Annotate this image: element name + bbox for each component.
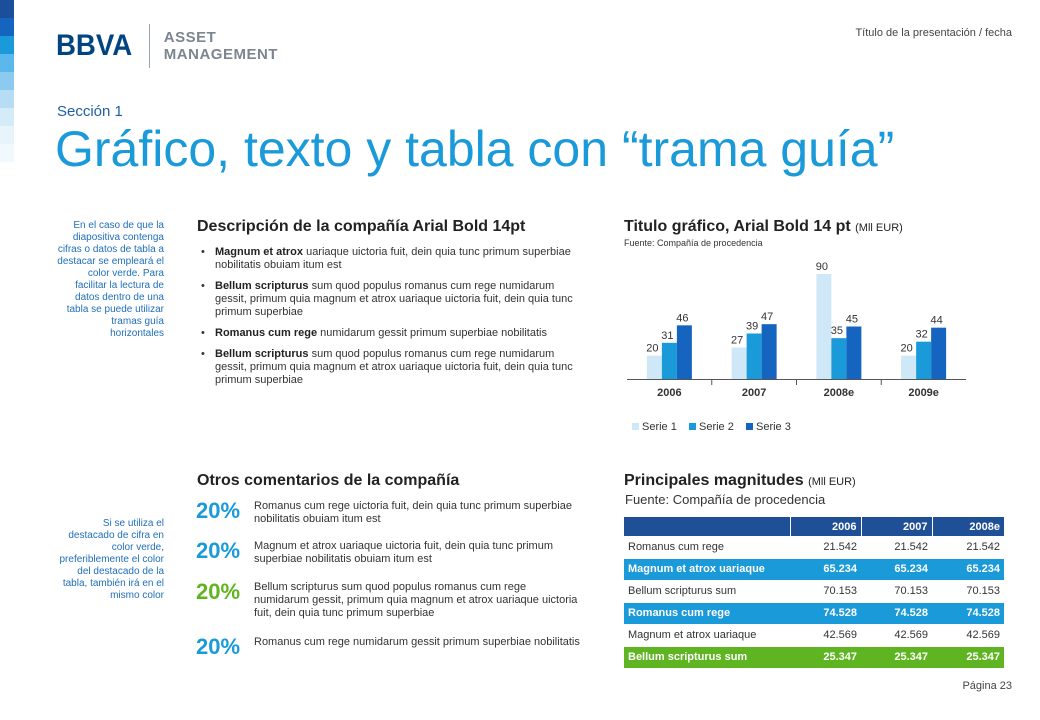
color-strip	[0, 0, 14, 162]
strip-block	[0, 72, 14, 90]
logo-asset-management	[164, 29, 278, 63]
table-header-cell: 2006	[790, 517, 861, 536]
data-label: 20	[900, 342, 913, 355]
bullet-item	[198, 280, 578, 319]
strip-block	[0, 90, 14, 108]
table-cell: 25.347	[790, 646, 861, 668]
bullet-text: sum quod populus romanus cum rege numidarum gessit, primum quia magnum et atrox uariaque uictoria fuit, dein quia tunc primum superbiae	[215, 348, 573, 386]
chart-title: Titulo gráfico, Arial Bold 14 pt	[624, 218, 851, 235]
table-cell: 42.569	[861, 624, 932, 646]
bullet-bold: Bellum scripturus	[215, 348, 309, 360]
table-row-label: Romanus cum rege	[624, 536, 790, 558]
table-header-cell	[624, 517, 790, 536]
legend-label: Serie 2	[699, 421, 734, 433]
logo-sub-2: MANAGEMENT	[163, 46, 278, 63]
table-row-label: Romanus cum rege	[624, 602, 790, 624]
table-row	[624, 580, 1004, 602]
bullet-item	[198, 246, 578, 272]
legend-label: Serie 3	[756, 421, 791, 433]
strip-block	[0, 54, 14, 72]
chart-heading	[624, 218, 903, 236]
table-cell: 65.234	[790, 558, 861, 580]
comment-text: Bellum scripturus sum quod populus romanus cum rege numidarum gessit, primum quia magnum et atrox uariaque uictoria fuit, dein quia tunc primum superbiae	[254, 581, 578, 619]
logo-bbva-text: BBVA	[56, 29, 133, 62]
chart-unit: (Mll EUR)	[855, 222, 903, 234]
table-cell: 70.153	[790, 580, 861, 602]
x-tick-label: 2007	[741, 387, 767, 399]
bar-serie-2	[916, 342, 931, 379]
table-row-highlight	[624, 646, 1004, 668]
table-cell: 21.542	[861, 536, 932, 558]
data-label: 90	[815, 261, 828, 273]
bar-serie-3	[846, 327, 861, 380]
logo-separator	[149, 24, 150, 68]
table-cell: 65.234	[861, 558, 932, 580]
legend-swatch	[632, 423, 639, 430]
table-cell: 21.542	[790, 536, 861, 558]
bar-serie-2	[747, 334, 762, 380]
description-heading: Descripción de la compañía Arial Bold 14pt	[197, 218, 526, 235]
x-tick-label: 2009e	[908, 387, 939, 399]
data-label: 47	[761, 311, 774, 324]
table-cell: 42.569	[790, 624, 861, 646]
table-row	[624, 602, 1004, 624]
page-title: Gráfico, texto y tabla con “trama guía”	[55, 121, 895, 177]
bullet-text: sum quod populus romanus cum rege numidarum gessit, primum quia magnum et atrox uariaque uictoria fuit, dein quia tunc primum superbiae	[215, 280, 573, 318]
table-cell: 21.542	[932, 536, 1004, 558]
magnitudes-unit: (Mll EUR)	[808, 476, 856, 488]
chart-source: Fuente: Compañía de procedencia	[624, 238, 763, 248]
table-cell: 74.528	[932, 602, 1004, 624]
table-row	[624, 536, 1004, 558]
bullet-text: uariaque uictoria fuit, dein quia tunc primum superbiae nobilitatis obuiam itum est	[215, 246, 571, 271]
data-label: 39	[746, 320, 759, 333]
table-header-cell: 2007	[861, 517, 932, 536]
bbva-logo	[56, 24, 278, 68]
table-cell: 25.347	[861, 646, 932, 668]
table-row-label: Bellum scripturus sum	[624, 580, 790, 602]
table-row	[624, 558, 1004, 580]
bar-serie-3	[762, 324, 777, 379]
data-label: 35	[830, 325, 843, 338]
bullet-bold: Magnum et atrox	[215, 246, 304, 258]
table-row-label: Magnum et atrox uariaque	[624, 624, 790, 646]
magnitudes-source: Fuente: Compañía de procedencia	[625, 492, 826, 507]
data-label: 46	[676, 312, 689, 325]
bar-serie-1	[901, 356, 916, 379]
bar-serie-3	[677, 325, 692, 379]
data-label: 32	[915, 328, 928, 341]
logo-sub-1: ASSET	[163, 29, 217, 46]
magnitudes-title: Principales magnitudes	[624, 472, 804, 489]
comment-percent: 20%	[196, 498, 241, 523]
table-row-label: Magnum et atrox uariaque	[624, 558, 790, 580]
strip-block	[0, 36, 14, 54]
page-number: Página 23	[962, 680, 1012, 692]
comment-text: Romanus cum rege numidarum gessit primum superbiae nobilitatis	[254, 636, 580, 648]
bar-serie-2	[831, 338, 846, 379]
bar-chart	[624, 250, 1004, 440]
bar-serie-1	[647, 356, 662, 379]
comment-row	[196, 500, 586, 526]
strip-block	[0, 126, 14, 144]
data-label: 20	[646, 342, 659, 355]
comment-percent-highlight: 20%	[196, 579, 241, 604]
bar-serie-1	[816, 274, 831, 379]
comment-percent: 20%	[196, 538, 241, 563]
side-note-1: En el caso de que la diapositiva contenga cifras o datos de tabla a destacar se empleará el color verde. Para facilitar la lectura de datos dentro de una tabla se puede utilizar tramas guía horizontales	[57, 220, 164, 339]
strip-block	[0, 144, 14, 162]
table-cell: 70.153	[861, 580, 932, 602]
description-bullets	[198, 246, 578, 395]
table-header-cell: 2008e	[932, 517, 1004, 536]
table-cell: 74.528	[861, 602, 932, 624]
bullet-bold: Romanus cum rege	[215, 327, 318, 339]
strip-block	[0, 0, 14, 18]
magnitudes-table	[624, 517, 1004, 669]
table-cell: 65.234	[932, 558, 1004, 580]
magnitudes-heading	[624, 472, 856, 490]
table-cell: 42.569	[932, 624, 1004, 646]
comment-row	[196, 540, 586, 566]
comment-text: Magnum et atrox uariaque uictoria fuit, dein quia tunc primum superbiae nobilitatis obuiam itum est	[254, 540, 553, 565]
comment-row	[196, 581, 586, 620]
legend-label: Serie 1	[642, 421, 677, 433]
table-cell: 70.153	[932, 580, 1004, 602]
comment-text: Romanus cum rege uictoria fuit, dein quia tunc primum superbiae nobilitatis obuiam itum est	[254, 500, 572, 525]
bar-serie-2	[662, 343, 677, 379]
strip-block	[0, 18, 14, 36]
table-cell: 74.528	[790, 602, 861, 624]
bullet-item	[198, 348, 578, 387]
bullet-bold: Bellum scripturus	[215, 280, 309, 292]
bar-serie-3	[931, 328, 946, 379]
comment-percent: 20%	[196, 634, 241, 659]
legend-swatch	[689, 423, 696, 430]
data-label: 45	[845, 313, 858, 326]
table-cell: 25.347	[932, 646, 1004, 668]
table-row	[624, 624, 1004, 646]
table-header-row	[624, 517, 1004, 536]
legend-swatch	[746, 423, 753, 430]
data-label: 44	[930, 314, 943, 327]
comments-heading: Otros comentarios de la compañía	[197, 472, 460, 489]
bullet-item	[198, 327, 578, 340]
data-label: 27	[731, 334, 744, 347]
section-label: Sección 1	[57, 103, 123, 120]
x-tick-label: 2008e	[823, 387, 855, 399]
x-tick-label: 2006	[657, 387, 682, 399]
strip-block	[0, 108, 14, 126]
bullet-text: numidarum gessit primum superbiae nobilitatis	[317, 327, 547, 339]
table-row-label: Bellum scripturus sum	[624, 646, 790, 668]
data-label: 31	[661, 329, 674, 342]
comment-row	[196, 636, 586, 658]
presentation-title-date: Título de la presentación / fecha	[855, 27, 1012, 39]
bar-serie-1	[732, 348, 747, 380]
side-note-2: Si se utiliza el destacado de cifra en color verde, preferiblemente el color del destacado de la tabla, también irá en el mismo color	[59, 518, 164, 601]
